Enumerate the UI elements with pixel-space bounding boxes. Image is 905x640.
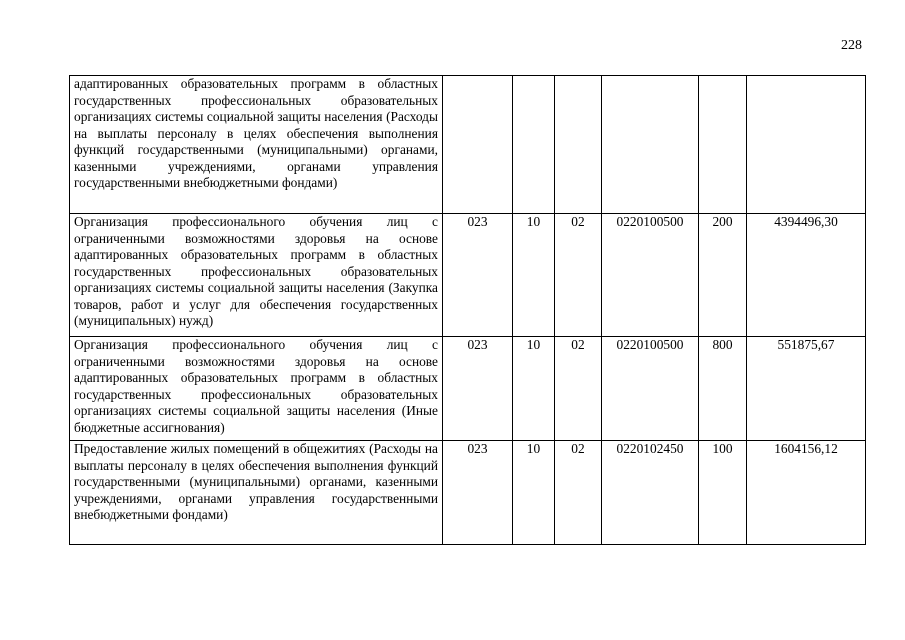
section-code: 10 — [513, 441, 555, 545]
section-code: 10 — [513, 337, 555, 441]
target-article-code: 0220100500 — [602, 337, 699, 441]
subsection-code: 02 — [555, 337, 602, 441]
table-row — [70, 76, 866, 214]
ministry-code: 023 — [443, 214, 513, 337]
table-row — [70, 441, 866, 545]
target-article-code — [602, 76, 699, 214]
subsection-code — [555, 76, 602, 214]
row-description: Организация профессионального обучения лиц с ограниченными возможностями здоровья на основе адаптированных образовательных программ в областных государственных профессиональных образовательных организациях системы социальной защиты населения (Закупка товаров, работ и услуг для обеспечения государственных (муниципальных) нужд) — [70, 214, 443, 337]
target-article-code: 0220102450 — [602, 441, 699, 545]
amount-value: 4394496,30 — [747, 214, 866, 337]
row-description: Предоставление жилых помещений в общежитиях (Расходы на выплаты персоналу в целях обеспечения выполнения функций государственными (муниципальными) органами, казенными учреждениями, органами управления государственными внебюджетными фондами) — [70, 441, 443, 545]
expense-type-code: 800 — [699, 337, 747, 441]
section-code — [513, 76, 555, 214]
amount-value — [747, 76, 866, 214]
expense-type-code — [699, 76, 747, 214]
subsection-code: 02 — [555, 441, 602, 545]
table-row — [70, 337, 866, 441]
target-article-code: 0220100500 — [602, 214, 699, 337]
amount-value: 551875,67 — [747, 337, 866, 441]
section-code: 10 — [513, 214, 555, 337]
page-number: 228 — [841, 38, 862, 53]
budget-table — [69, 75, 866, 545]
amount-value: 1604156,12 — [747, 441, 866, 545]
ministry-code: 023 — [443, 441, 513, 545]
expense-type-code: 100 — [699, 441, 747, 545]
expense-type-code: 200 — [699, 214, 747, 337]
row-description: адаптированных образовательных программ в областных государственных профессиональных образовательных организациях системы социальной защиты населения (Расходы на выплаты персоналу в целях обеспечения выполнения функций государственными (муниципальными) органами, казенными учреждениями, органами управления государственными внебюджетными фондами) — [70, 76, 443, 214]
ministry-code — [443, 76, 513, 214]
subsection-code: 02 — [555, 214, 602, 337]
ministry-code: 023 — [443, 337, 513, 441]
table-row — [70, 214, 866, 337]
row-description: Организация профессионального обучения лиц с ограниченными возможностями здоровья на основе адаптированных образовательных программ в областных государственных профессиональных образовательных организациях системы социальной защиты населения (Иные бюджетные ассигнования) — [70, 337, 443, 441]
